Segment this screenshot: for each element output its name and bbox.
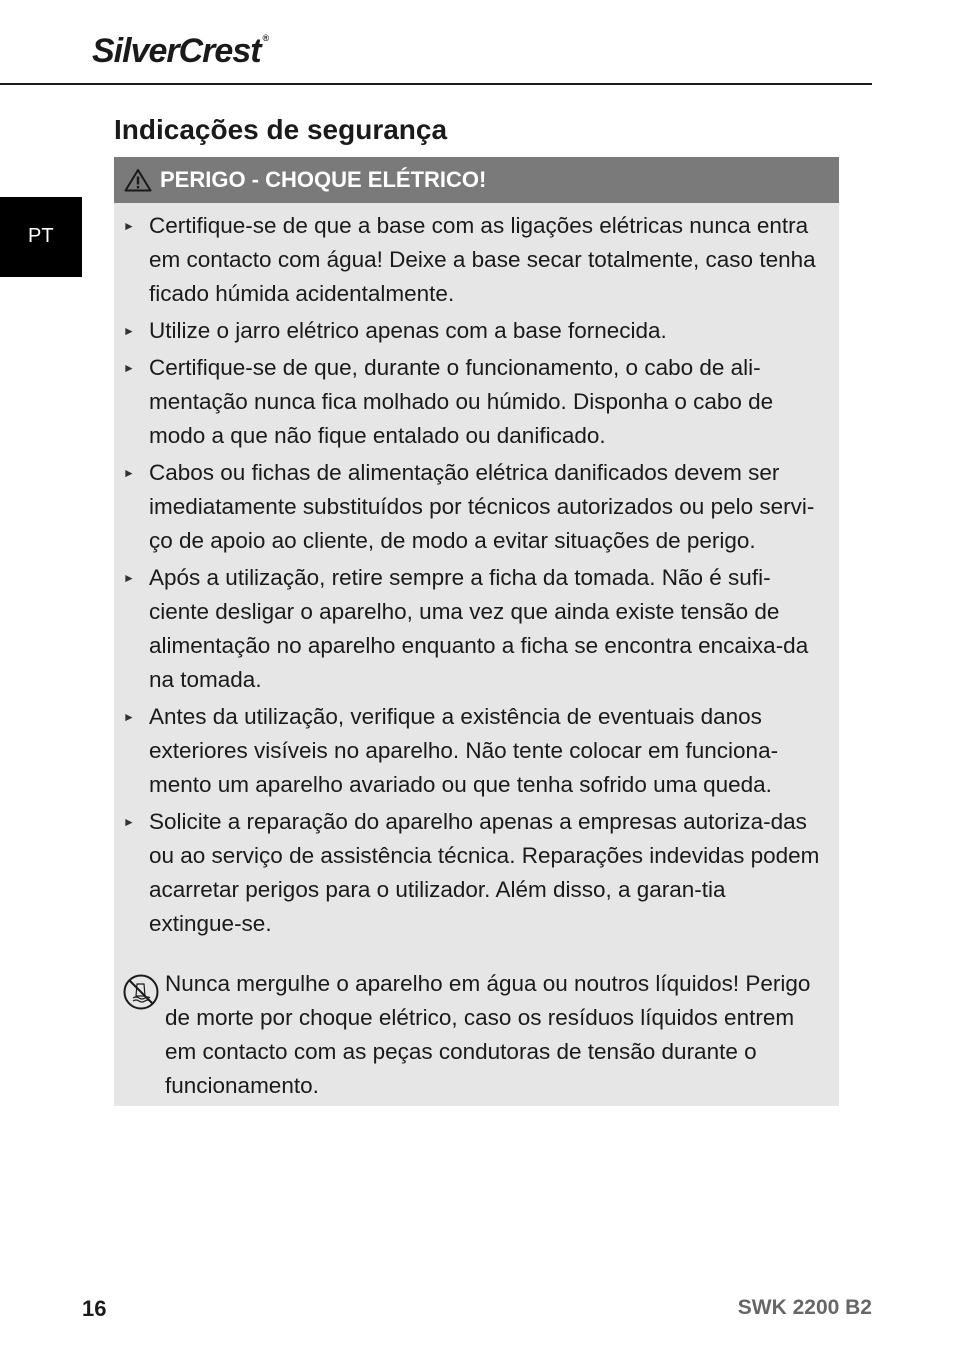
warning-header [114,157,839,203]
brand-name: SilverCrest [92,32,261,70]
list-item-text: Utilize o jarro elétrico apenas com a base fornecida. [149,318,667,343]
bullet-arrow-icon: ► [123,219,135,233]
bullet-arrow-icon: ► [123,815,135,829]
bullet-arrow-icon: ► [123,466,135,480]
brand-logo [92,34,269,68]
list-item-text: Certifique-se de que, durante o funcionamento, o cabo de ali-mentação nunca fica molhado ou húmido. Disponha o cabo de modo a que não fique entalado ou danificado. [149,355,774,448]
list-item [114,456,821,558]
list-item-text: Após a utilização, retire sempre a ficha da tomada. Não é sufi-ciente desligar o aparelho, uma vez que ainda existe tensão de alimentação no aparelho enquanto a ficha se encontra encaixa-da na tomada. [149,565,809,692]
bullet-arrow-icon: ► [123,571,135,585]
bullet-arrow-icon: ► [123,361,135,375]
list-item [114,209,821,311]
list-item-text: Antes da utilização, verifique a existência de eventuais danos exteriores visíveis no aparelho. Não tente colocar em funciona-mento um aparelho avariado ou que tenha sofrido uma queda. [149,704,779,797]
language-label: PT [28,225,54,247]
warning-box [114,157,839,1106]
note-text: Nunca mergulhe o aparelho em água ou noutros líquidos! Perigo de morte por choque elétrico, caso os resíduos líquidos entrem em contacto com as peças condutoras de tensão durante o funcionamento. [165,971,811,1098]
list-item [114,561,821,697]
registered-mark: ® [262,33,270,43]
bullet-arrow-icon: ► [123,324,135,338]
safety-list [114,203,839,941]
immersion-warning-note [114,967,839,1103]
warning-triangle-icon [124,168,152,192]
header-divider [0,83,872,85]
model-number: SWK 2200 B2 [737,1296,872,1319]
page-number: 16 [82,1296,107,1321]
list-item [114,314,821,348]
list-item [114,351,821,453]
bullet-arrow-icon: ► [123,710,135,724]
list-item-text: Cabos ou fichas de alimentação elétrica danificados devem ser imediatamente substituídos por técnicos autorizados ou pelo servi-ço de apoio ao cliente, de modo a evitar situações de perigo. [149,460,815,553]
list-item [114,805,821,941]
list-item-text: Solicite a reparação do aparelho apenas a empresas autoriza-das ou ao serviço de assistência técnica. Reparações indevidas podem acarretar perigos para o utilizador. Além disso, a garan-tia extingue-se. [149,809,820,936]
list-item [114,700,821,802]
no-immersion-icon [122,973,160,1011]
warning-heading: PERIGO - CHOQUE ELÉTRICO! [160,167,487,192]
list-item-text: Certifique-se de que a base com as ligações elétricas nunca entra em contacto com água! Deixe a base secar totalmente, caso tenha ficado húmida acidentalmente. [149,213,816,306]
language-tab [0,197,82,277]
section-title: Indicações de segurança [114,114,448,145]
